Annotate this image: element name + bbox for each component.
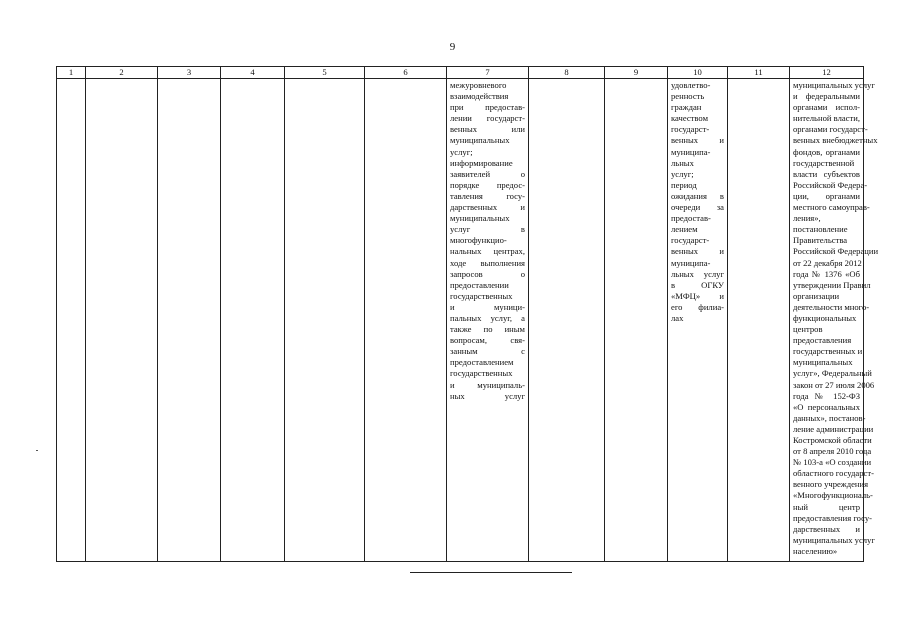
cell-line: «Многофункциональ- [793,490,873,501]
cell-col-6 [365,79,447,562]
cell-line: предоставления госу- [793,512,872,523]
cell-line: дарственных и [793,523,860,534]
cell-line: ции, органами [793,190,860,201]
cell-line: областного государст- [793,468,874,479]
cell-line: нальных центрах, [450,246,525,257]
cell-line: порядке предос- [450,179,525,190]
cell-line: лах [671,312,684,323]
cell-line: данных», постанов- [793,412,866,423]
cell-line: и федеральными [793,91,860,102]
cell-line: вопросам, свя- [450,335,525,346]
column-header-3: 3 [158,67,221,79]
column-header-4: 4 [221,67,285,79]
cell-line: государственных [450,290,513,301]
column-header-6: 6 [365,67,447,79]
cell-line: «О персональных [793,401,860,412]
cell-line: Российской Федера- [793,179,868,190]
cell-line: власти субъектов [793,168,860,179]
cell-col-3 [158,79,221,562]
cell-line: муниципальных [793,357,853,368]
page-number: 9 [449,41,456,53]
cell-line: предоставлением [450,357,514,368]
cell-line: ных услуг [450,390,525,401]
cell-line: ный центр [793,501,860,512]
cell-line: информирование [450,157,513,168]
cell-line: муниципальных [450,135,510,146]
cell-col-7-text [447,79,528,402]
cell-line: ожидания в [671,190,724,201]
cell-line: Правительства [793,235,848,246]
cell-line: многофункцио- [450,235,507,246]
cell-line: предоставлении [450,279,509,290]
cell-line: очереди за [671,202,724,213]
cell-line: государственной [793,157,855,168]
cell-line: венных или [450,124,525,135]
services-table [56,66,879,562]
cell-line: центров [793,324,823,335]
cell-line: ренность [671,91,705,102]
cell-col-8 [529,79,605,562]
cell-line: межуровневого [450,80,507,90]
cell-line: услуг; [671,168,694,179]
cell-line: фондов, органами [793,146,860,157]
cell-line: государст- [671,235,710,246]
cell-col-11 [728,79,790,562]
cell-line: года № 152-ФЗ [793,390,860,401]
cell-line: утверждении Правил [793,279,871,290]
column-header-9: 9 [605,67,668,79]
cell-line: муниципа- [671,257,711,268]
column-header-7: 7 [447,67,529,79]
column-header-10: 10 [668,67,728,79]
cell-line: также по иным [450,324,525,335]
cell-line: № 103-а «О создании [793,457,872,468]
cell-line: качеством [671,113,709,124]
column-header-1: 1 [57,67,86,79]
cell-line: «МФЦ» и [671,290,724,301]
cell-line: государственных и [793,346,863,357]
cell-line: граждан [671,102,702,113]
cell-line: предоставления [793,335,852,346]
cell-col-1 [57,79,86,562]
cell-line: взаимодействия [450,91,509,102]
cell-line: льных [671,157,694,168]
cell-line: его филиа- [671,301,724,312]
cell-line: ления», [793,213,821,224]
cell-line: предостав- [671,213,711,224]
cell-line: тавления госу- [450,190,525,201]
cell-col-10 [668,79,728,562]
footnote-rule [410,572,572,573]
cell-line: венных и [671,246,724,257]
cell-line: услуг в [450,224,525,235]
cell-line: ление администрации [793,423,874,434]
cell-line: организации [793,290,840,301]
cell-line: Костромской области [793,435,872,445]
cell-line: венного учреждения [793,479,869,490]
cell-col-2 [86,79,158,562]
cell-col-12 [790,79,879,562]
cell-line: местного самоуправ- [793,202,870,213]
cell-line: закон от 27 июля 2006 [793,379,875,390]
column-header-8: 8 [529,67,605,79]
cell-col-10-text [668,79,727,324]
cell-line: и муниципаль- [450,379,525,390]
cell-line: от 8 апреля 2010 года [793,446,872,457]
cell-line: период [671,179,697,190]
cell-line: населению» [793,545,838,556]
cell-col-9 [605,79,668,562]
cell-line: муниципальных услуг [793,80,875,90]
cell-col-5 [285,79,365,562]
cell-line: ходе выполнения [450,257,525,268]
column-header-12: 12 [790,67,864,79]
cell-line: деятельности много- [793,301,870,312]
cell-line: от 22 декабря 2012 [793,257,862,268]
cell-col-4 [221,79,285,562]
scan-speck [36,450,38,451]
cell-line: занным с [450,346,525,357]
cell-line: лении государст- [450,113,525,124]
cell-line: муниципальных услуг [793,534,875,545]
cell-line: органами испол- [793,102,860,113]
cell-line: запросов о [450,268,525,279]
cell-line: при предостав- [450,102,525,113]
cell-line: заявителей о [450,168,525,179]
column-number-row [57,67,864,79]
cell-line: дарственных и [450,202,525,213]
cell-line: функциональных [793,312,857,323]
cell-line: венных внебюджетных [793,135,878,146]
cell-line: государст- [671,124,710,135]
cell-line: муниципальных [450,213,510,224]
cell-line: венных и [671,135,724,146]
cell-line: удовлетво- [671,80,711,90]
cell-line: государственных [450,368,513,379]
column-header-11: 11 [728,67,790,79]
cell-line: Российской Федерации [793,246,879,257]
cell-line: года № 1376 «Об [793,268,860,279]
cell-line: лением [671,224,698,235]
cell-line: и муници- [450,301,525,312]
cell-line: нительной власти, [793,113,860,124]
column-header-5: 5 [285,67,365,79]
cell-line: органами государст- [793,124,868,135]
cell-line: пальных услуг, а [450,312,525,323]
cell-line: услуг», Федеральный [793,368,872,379]
cell-line: муниципа- [671,146,711,157]
cell-col-12-text [790,79,879,557]
cell-col-7 [447,79,529,562]
cell-line: постановление [793,224,848,235]
column-header-2: 2 [86,67,158,79]
cell-line: в ОГКУ [671,279,724,290]
cell-line: услуг; [450,146,473,157]
table-row [57,79,864,562]
cell-line: льных услуг [671,268,724,279]
